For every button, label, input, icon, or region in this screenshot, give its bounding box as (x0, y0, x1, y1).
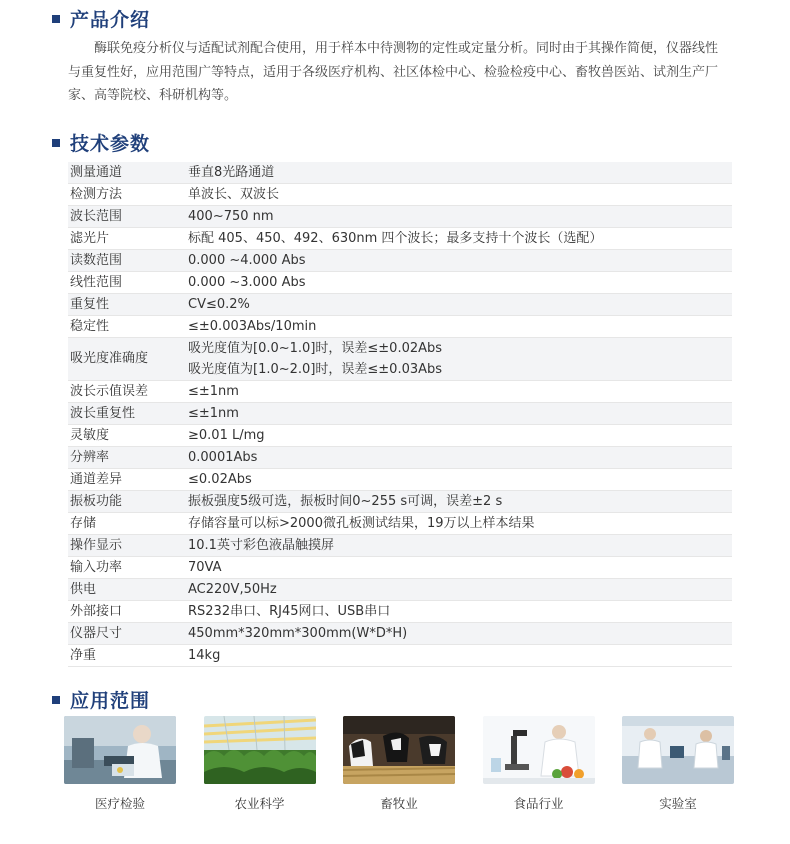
app-label-food: 食品行业 (513, 796, 564, 811)
app-label-agriculture: 农业科学 (234, 796, 285, 811)
spec-key: 重复性 (68, 294, 186, 316)
app-item-medical (64, 716, 176, 812)
cattle-photo (343, 716, 455, 784)
spec-value-cell (186, 447, 732, 469)
application-gallery (64, 716, 734, 812)
spec-value: 吸光度值为[1.0~2.0]时，误差≤±0.03Abs (188, 362, 443, 377)
spec-row (68, 381, 732, 403)
app-label-medical: 医疗检验 (94, 796, 145, 811)
spec-value: 70VA (188, 560, 222, 575)
spec-value-cell (186, 425, 732, 447)
spec-value: 存储容量可以标>2000微孔板测试结果，19万以上样本结果 (188, 516, 535, 531)
spec-key: 稳定性 (68, 316, 186, 338)
spec-key: 供电 (68, 579, 186, 601)
app-item-livestock (343, 716, 455, 812)
spec-key: 波长示值误差 (68, 381, 186, 403)
heading-square-icon (52, 139, 60, 147)
spec-row (68, 535, 732, 557)
heading-square-icon (52, 696, 60, 704)
app-item-agriculture (204, 716, 316, 812)
spec-key: 操作显示 (68, 535, 186, 557)
spec-value-cell (186, 294, 732, 316)
spec-value-cell (186, 645, 732, 667)
specs-heading (52, 129, 150, 156)
spec-value-cell (186, 316, 732, 338)
spec-row (68, 184, 732, 206)
spec-row (68, 579, 732, 601)
spec-key: 净重 (68, 645, 186, 667)
spec-row (68, 403, 732, 425)
greenhouse-photo (204, 716, 316, 784)
spec-row (68, 425, 732, 447)
spec-row (68, 469, 732, 491)
spec-row (68, 294, 732, 316)
spec-value: 标配 405、450、492、630nm 四个波长；最多支持十个波长（选配） (188, 231, 603, 246)
spec-row (68, 272, 732, 294)
spec-key: 外部接口 (68, 601, 186, 623)
spec-value: ≤±1nm (188, 406, 239, 421)
apps-heading (52, 686, 150, 713)
spec-value-cell (186, 513, 732, 535)
spec-row (68, 228, 732, 250)
spec-value-cell (186, 162, 732, 184)
spec-value: 吸光度值为[0.0~1.0]时，误差≤±0.02Abs (188, 341, 443, 356)
spec-value: 单波长、双波长 (188, 187, 280, 202)
spec-value-cell (186, 206, 732, 228)
lab-technician-photo (64, 716, 176, 784)
spec-row (68, 162, 732, 184)
spec-key: 振板功能 (68, 491, 186, 513)
spec-row (68, 447, 732, 469)
spec-value: ≤0.02Abs (188, 472, 252, 487)
spec-row (68, 491, 732, 513)
spec-row (68, 557, 732, 579)
spec-value-cell (186, 403, 732, 425)
spec-value-cell (186, 491, 732, 513)
spec-row (68, 250, 732, 272)
spec-value-cell (186, 579, 732, 601)
specs-title: 技术参数 (70, 133, 151, 155)
spec-value: 450mm*320mm*300mm(W*D*H) (188, 626, 408, 641)
spec-value: 0.000 ~3.000 Abs (188, 275, 306, 290)
spec-key: 分辨率 (68, 447, 186, 469)
spec-row (68, 601, 732, 623)
spec-key: 仪器尺寸 (68, 623, 186, 645)
intro-paragraph: 酶联免疫分析仪与适配试剂配合使用，用于样本中待测物的定性或定量分析。同时由于其操作简便，仪器线性与重复性好，应用范围广等特点，适用于各级医疗机构、社区体检中心、检验检疫中心、畜牧兽医站、试剂生产厂家、高等院校、科研机构等。 (68, 41, 719, 103)
spec-value: CV≤0.2% (188, 297, 250, 312)
spec-value: 0.0001Abs (188, 450, 258, 465)
spec-key: 输入功率 (68, 557, 186, 579)
intro-title: 产品介绍 (70, 9, 151, 31)
spec-row (68, 338, 732, 381)
spec-key: 存储 (68, 513, 186, 535)
spec-value: 10.1英寸彩色液晶触摸屏 (188, 538, 334, 553)
app-item-food (483, 716, 595, 812)
spec-value-cell (186, 184, 732, 206)
spec-key: 通道差异 (68, 469, 186, 491)
apps-title: 应用范围 (70, 690, 151, 712)
spec-value: AC220V,50Hz (188, 582, 277, 597)
app-label-livestock: 畜牧业 (380, 796, 418, 811)
spec-value: ≤±1nm (188, 384, 239, 399)
spec-key: 波长重复性 (68, 403, 186, 425)
spec-key: 灵敏度 (68, 425, 186, 447)
laboratory-photo (622, 716, 734, 784)
spec-key: 线性范围 (68, 272, 186, 294)
spec-value-cell (186, 535, 732, 557)
spec-value: 垂直8光路通道 (188, 165, 275, 180)
spec-key: 吸光度准确度 (68, 338, 186, 381)
spec-value: RS232串口、RJ45网口、USB串口 (188, 604, 391, 619)
spec-value-cell (186, 272, 732, 294)
spec-value: 14kg (188, 648, 221, 663)
spec-value: ≥0.01 L/mg (188, 428, 265, 443)
spec-value: 0.000 ~4.000 Abs (188, 253, 306, 268)
heading-square-icon (52, 15, 60, 23)
spec-value-cell (186, 623, 732, 645)
spec-key: 读数范围 (68, 250, 186, 272)
microscope-food-photo (483, 716, 595, 784)
spec-value-cell (186, 557, 732, 579)
spec-key: 波长范围 (68, 206, 186, 228)
spec-value-cell (186, 338, 732, 381)
app-item-laboratory (622, 716, 734, 812)
spec-row (68, 623, 732, 645)
spec-key: 测量通道 (68, 162, 186, 184)
spec-row (68, 513, 732, 535)
spec-row (68, 206, 732, 228)
spec-key: 检测方法 (68, 184, 186, 206)
spec-value-cell (186, 601, 732, 623)
spec-value-cell (186, 469, 732, 491)
intro-heading (52, 5, 150, 32)
spec-value: 振板强度5级可选，振板时间0~255 s可调，误差±2 s (188, 494, 503, 509)
spec-key: 滤光片 (68, 228, 186, 250)
spec-value: 400~750 nm (188, 209, 274, 224)
spec-value: ≤±0.003Abs/10min (188, 319, 317, 334)
app-label-laboratory: 实验室 (659, 796, 697, 811)
spec-value-cell (186, 250, 732, 272)
spec-value-cell (186, 381, 732, 403)
spec-value-cell (186, 228, 732, 250)
specs-table (68, 162, 732, 667)
spec-row (68, 645, 732, 667)
spec-row (68, 316, 732, 338)
